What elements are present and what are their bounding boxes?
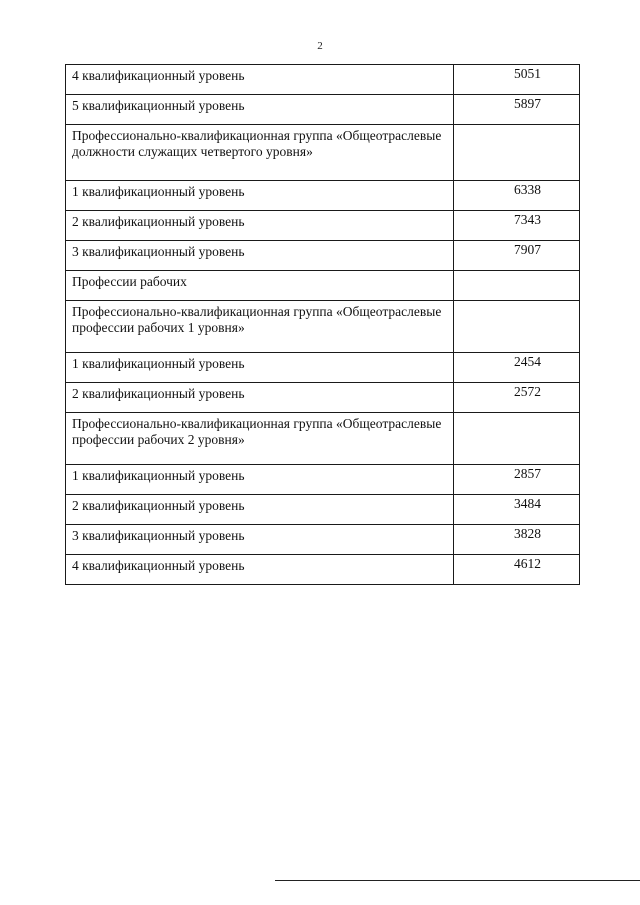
row-label: 1 квалификационный уровень	[66, 181, 454, 211]
row-value: 3484	[454, 495, 580, 525]
row-value: 2857	[454, 465, 580, 495]
row-value: 5051	[454, 65, 580, 95]
row-value	[454, 301, 580, 353]
row-label: 2 квалификационный уровень	[66, 211, 454, 241]
row-label: 5 квалификационный уровень	[66, 95, 454, 125]
row-value	[454, 413, 580, 465]
table-row	[66, 211, 580, 241]
row-label: 2 квалификационный уровень	[66, 495, 454, 525]
row-value	[454, 125, 580, 181]
group-header-row	[66, 301, 580, 353]
row-value: 6338	[454, 181, 580, 211]
table-row	[66, 181, 580, 211]
table-row	[66, 65, 580, 95]
section-label: Профессии рабочих	[66, 271, 454, 301]
table-row	[66, 241, 580, 271]
row-value: 7907	[454, 241, 580, 271]
row-value: 2572	[454, 383, 580, 413]
table-row	[66, 495, 580, 525]
page-number: 2	[317, 40, 323, 52]
table-row	[66, 555, 580, 585]
section-header-row	[66, 271, 580, 301]
footer-divider	[275, 880, 640, 881]
row-value: 4612	[454, 555, 580, 585]
row-label: 3 квалификационный уровень	[66, 241, 454, 271]
row-value: 7343	[454, 211, 580, 241]
table-row	[66, 465, 580, 495]
table-row	[66, 353, 580, 383]
row-value: 3828	[454, 525, 580, 555]
group-header-row	[66, 125, 580, 181]
row-value: 5897	[454, 95, 580, 125]
table-row	[66, 525, 580, 555]
table-row	[66, 383, 580, 413]
group-header-row	[66, 413, 580, 465]
row-label: 4 квалификационный уровень	[66, 555, 454, 585]
row-label: 1 квалификационный уровень	[66, 465, 454, 495]
row-label: 4 квалификационный уровень	[66, 65, 454, 95]
row-label: 2 квалификационный уровень	[66, 383, 454, 413]
row-label: 3 квалификационный уровень	[66, 525, 454, 555]
row-label: 1 квалификационный уровень	[66, 353, 454, 383]
group-label: Профессионально-квалификационная группа «Общеотраслевые профессии рабочих 2 уровня»	[66, 413, 454, 465]
table-row	[66, 95, 580, 125]
row-value	[454, 271, 580, 301]
group-label: Профессионально-квалификационная группа «Общеотраслевые профессии рабочих 1 уровня»	[66, 301, 454, 353]
row-value: 2454	[454, 353, 580, 383]
salary-table	[65, 64, 580, 585]
group-label: Профессионально-квалификационная группа «Общеотраслевые должности служащих четвертого уровня»	[66, 125, 454, 181]
